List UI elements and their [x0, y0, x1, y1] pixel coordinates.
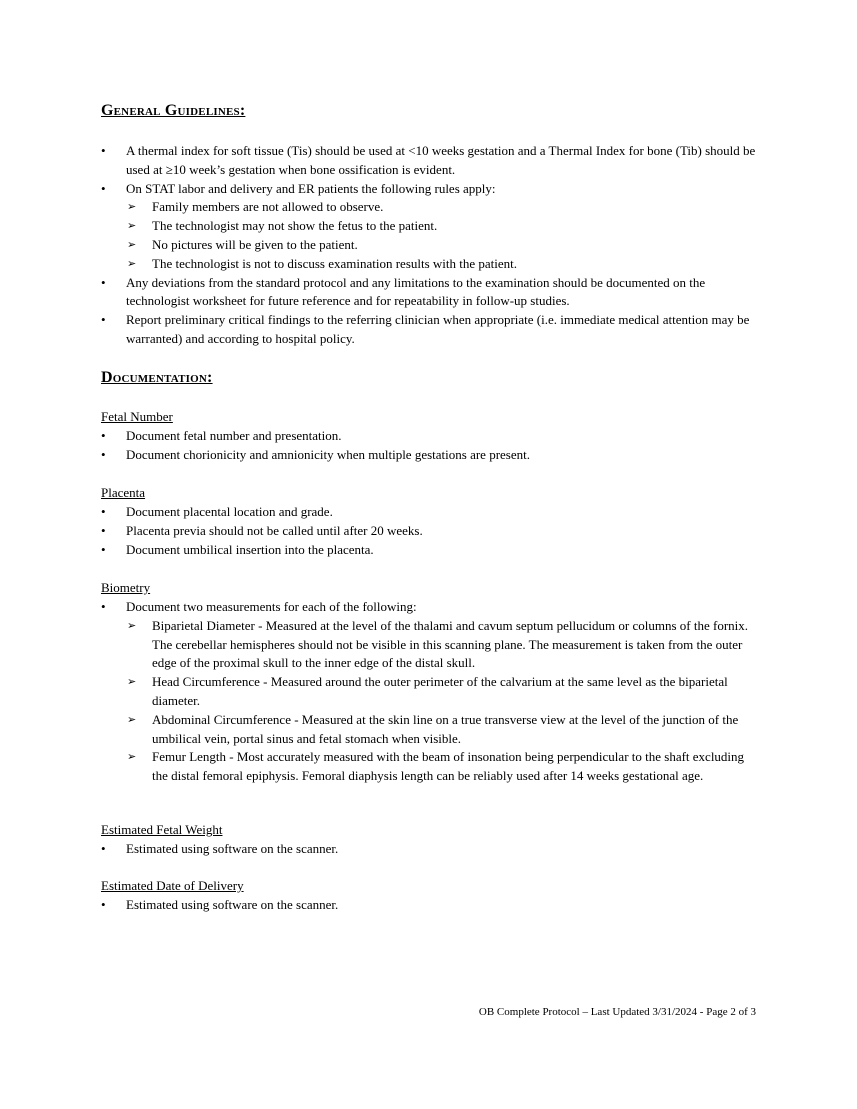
fetal-number-title: Fetal Number: [101, 409, 173, 424]
arrow-bullet-icon: ➢: [127, 257, 137, 270]
list-item: • Report preliminary critical findings to the referring clinician when appropriate (i.e. immediate medical attention may be warranted) and according to hospital policy.: [101, 312, 750, 346]
list-item: • Document umbilical insertion into the placenta.: [101, 541, 761, 560]
list-item: • Document placental location and grade.: [101, 503, 761, 522]
arrow-bullet-icon: ➢: [127, 619, 137, 632]
list-item: • Placenta previa should not be called until after 20 weeks.: [101, 522, 761, 541]
bullet-icon: •: [101, 312, 106, 328]
page-footer: OB Complete Protocol – Last Updated 3/31/2024 - Page 2 of 3: [478, 1006, 756, 1018]
arrow-bullet-icon: ➢: [127, 713, 137, 726]
list-item: • Estimated using software on the scanner.: [101, 896, 761, 915]
biometry-list: [101, 598, 761, 786]
estimated-fetal-weight-title: Estimated Fetal Weight: [101, 822, 223, 837]
bullet-icon: •: [101, 841, 106, 856]
fetal-number-list: [101, 427, 761, 465]
list-item: • Document two measurements for each of the following:: [101, 598, 761, 617]
placenta-list: [101, 503, 761, 559]
bullet-icon: •: [101, 504, 106, 519]
placenta-title: Placenta: [101, 485, 146, 500]
general-guidelines-heading: General Guidelines:: [101, 102, 246, 119]
bullet-icon: •: [101, 428, 106, 443]
list-item: ➢ The technologist may not show the fetus to the patient.: [101, 217, 761, 236]
list-item: ➢ No pictures will be given to the patient.: [101, 236, 761, 255]
estimated-date-of-delivery-title: Estimated Date of Delivery: [101, 878, 244, 893]
list-item: • Document chorionicity and amnionicity when multiple gestations are present.: [101, 446, 761, 465]
list-item: ➢ Femur Length - Most accurately measured with the beam of insonation being perpendicular to the shaft excluding the distal femoral epiphysis. Femoral diaphysis length can be reliably used after 14 weeks gestational age.: [127, 749, 745, 784]
list-item: ➢ The technologist is not to discuss examination results with the patient.: [101, 255, 761, 274]
bullet-icon: •: [101, 180, 106, 196]
list-item: • Any deviations from the standard protocol and any limitations to the examination should be documented on the technologist worksheet for future reference and for repeatability in follow-up studies.: [101, 274, 706, 309]
documentation-heading: Documentation:: [101, 369, 213, 386]
bullet-icon: •: [101, 599, 106, 614]
bullet-icon: •: [101, 522, 106, 538]
bullet-icon: •: [101, 274, 106, 290]
arrow-bullet-icon: ➢: [127, 751, 137, 764]
list-item: ➢ Family members are not allowed to observe.: [101, 198, 761, 217]
list-item: • On STAT labor and delivery and ER patients the following rules apply:: [101, 180, 761, 199]
list-item: • Document fetal number and presentation.: [101, 427, 761, 446]
list-item: • A thermal index for soft tissue (Tis) should be used at <10 weeks gestation and a Thermal Index for bone (Tib) should be used at ≥10 week’s gestation when bone ossification is evident.: [101, 143, 756, 177]
list-item: ➢ Head Circumference - Measured around the outer perimeter of the calvarium at the same level as the biparietal diameter.: [127, 674, 728, 708]
bullet-icon: •: [101, 446, 106, 462]
arrow-bullet-icon: ➢: [127, 220, 137, 233]
bullet-icon: •: [101, 541, 106, 557]
arrow-bullet-icon: ➢: [127, 676, 137, 689]
arrow-bullet-icon: ➢: [127, 201, 137, 214]
general-guidelines-list: [101, 142, 761, 349]
list-item: • Estimated using software on the scanner.: [101, 840, 761, 859]
list-item: ➢ Abdominal Circumference - Measured at the skin line on a true transverse view at the level of the junction of the umbilical vein, portal sinus and fetal stomach when visible.: [127, 711, 739, 746]
estimated-fetal-weight-list: [101, 840, 761, 859]
bullet-icon: •: [101, 143, 106, 158]
arrow-bullet-icon: ➢: [127, 238, 137, 251]
biometry-title: Biometry: [101, 580, 151, 595]
bullet-icon: •: [101, 897, 106, 912]
estimated-date-of-delivery-list: [101, 896, 761, 915]
list-item: ➢ Biparietal Diameter - Measured at the level of the thalami and cavum septum pellucidum or columns of the fornix. The cerebellar hemispheres should not be visible in this scanning plane. The measurement is taken from the outer edge of the proximal skull to the inner edge of the distal skull.: [127, 617, 749, 671]
